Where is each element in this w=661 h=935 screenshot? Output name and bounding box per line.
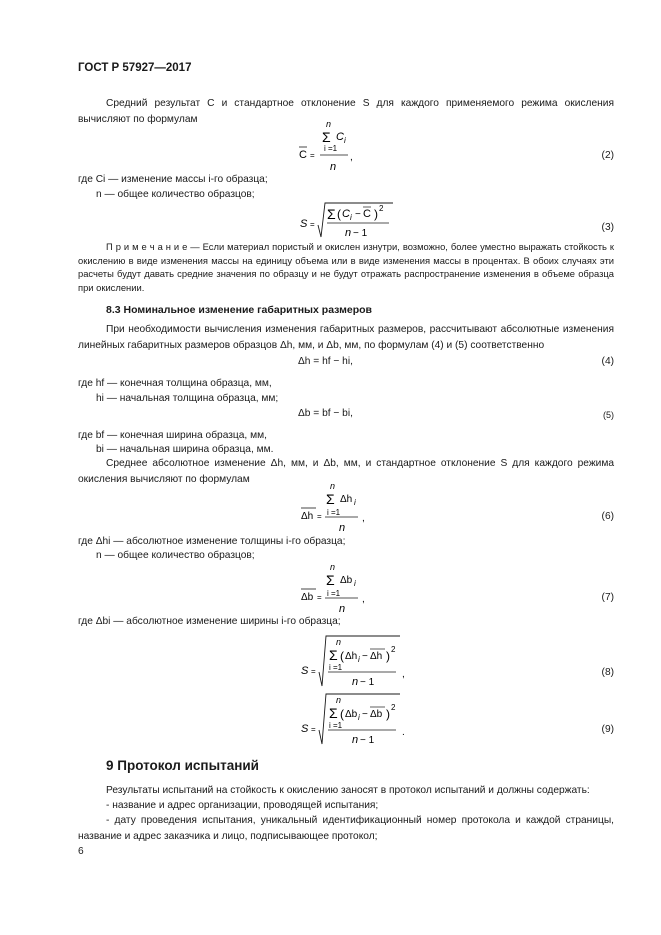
- svg-text:i: i: [354, 579, 356, 588]
- svg-text:n: n: [339, 603, 346, 615]
- svg-text:C: C: [363, 208, 371, 220]
- svg-text:n: n: [330, 161, 337, 173]
- svg-text:−: −: [355, 209, 361, 220]
- svg-text:n: n: [330, 481, 336, 491]
- svg-text:n: n: [326, 119, 332, 129]
- svg-text:=: =: [317, 593, 322, 602]
- section-9-heading: 9 Протокол испытаний: [106, 758, 259, 773]
- equation-number-4: (4): [601, 356, 614, 367]
- formula-2: [296, 118, 376, 177]
- definition-delta-bi: где Δbi — абсолютное изменение ширины i-го образца;: [78, 616, 341, 627]
- svg-text:Δh: Δh: [345, 651, 358, 662]
- svg-text:(: (: [340, 649, 344, 663]
- svg-text:− 1: − 1: [360, 677, 375, 688]
- paragraph-mean-absolute-change: Среднее абсолютное изменение Δh, мм, и Δb, мм, и стандартное отклонение S для каждого режима окисления вычисляют по формулам: [78, 458, 614, 485]
- svg-text:n: n: [352, 676, 359, 688]
- svg-text:Δh: Δh: [370, 651, 383, 662]
- svg-text:i: i: [344, 136, 346, 145]
- formula-3: [297, 199, 397, 244]
- svg-text:Δh: Δh: [340, 494, 353, 505]
- document-header: ГОСТ Р 57927—2017: [78, 62, 192, 74]
- definition-n-2: n — общее количество образцов;: [96, 550, 255, 561]
- page-number: 6: [78, 846, 84, 857]
- definition-bi: bi — начальная ширина образца, мм.: [96, 444, 274, 455]
- svg-text:− 1: − 1: [360, 735, 375, 746]
- svg-text:−: −: [362, 651, 368, 662]
- svg-text:n: n: [336, 695, 342, 705]
- svg-text:2: 2: [379, 204, 384, 213]
- svg-text:=: =: [310, 220, 315, 229]
- svg-text:(: (: [340, 707, 344, 721]
- svg-text:C: C: [342, 208, 350, 220]
- svg-text:n: n: [339, 522, 346, 534]
- equation-number-9: (9): [601, 724, 614, 735]
- note: П р и м е ч а н и е — Если материал пористый и окислен изнутри, возможно, более уместно выражать стойкость к окислению в виде изменения массы на единицу объема или в виде изменения массы в процентах. В обоих случаях эти расчеты будут давать средние значения по образцу и не будут отражать распространение изменения в объеме образца при окислении.: [78, 241, 614, 293]
- svg-text:(: (: [337, 207, 341, 221]
- svg-text:2: 2: [391, 645, 396, 654]
- formula-7: [298, 561, 378, 618]
- svg-text:Δb: Δb: [340, 575, 353, 586]
- svg-text:i =1: i =1: [324, 144, 338, 153]
- svg-text:S: S: [301, 723, 309, 735]
- equation-number-8: (8): [601, 667, 614, 678]
- definition-hi: hi — начальная толщина образца, мм;: [96, 393, 279, 404]
- paragraph-protocol: Результаты испытаний на стойкость к окислению заносят в протокол испытаний и должны содержать:: [106, 785, 590, 796]
- formula-8: [298, 632, 410, 693]
- formula-5: Δb = bf − bi,: [298, 408, 353, 419]
- definition-bf: где bf — конечная ширина образца, мм,: [78, 430, 267, 441]
- svg-text:C: C: [336, 131, 344, 143]
- svg-text:i =1: i =1: [329, 663, 343, 672]
- equation-number-5: (5): [603, 410, 614, 420]
- paragraph-mean-result: Средний результат C и стандартное отклонение S для каждого применяемого режима окисления вычисляют по формулам: [78, 98, 614, 125]
- equation-number-3: (3): [601, 222, 614, 233]
- svg-text:): ): [386, 707, 390, 721]
- list-item-organization: - название и адрес организации, проводящей испытания;: [106, 800, 379, 811]
- definition-delta-hi: где Δhi — абсолютное изменение толщины i-го образца;: [78, 536, 346, 547]
- svg-text:,: ,: [362, 594, 365, 605]
- svg-text:Σ: Σ: [326, 572, 335, 588]
- svg-text:,: ,: [350, 152, 353, 163]
- svg-text:i =1: i =1: [327, 508, 341, 517]
- svg-text:Σ: Σ: [322, 129, 331, 145]
- svg-text:Σ: Σ: [326, 491, 335, 507]
- definition-n: n — общее количество образцов;: [96, 189, 255, 200]
- svg-text:): ): [386, 649, 390, 663]
- svg-text:=: =: [317, 512, 322, 521]
- svg-text:,: ,: [402, 669, 405, 680]
- svg-text:,: ,: [362, 513, 365, 524]
- svg-text:n: n: [352, 734, 359, 746]
- svg-text:i: i: [354, 498, 356, 507]
- svg-text:=: =: [311, 667, 316, 676]
- svg-text:i: i: [358, 655, 360, 664]
- svg-text:): ): [374, 207, 378, 221]
- equation-number-6: (6): [601, 511, 614, 522]
- svg-text:i: i: [358, 713, 360, 722]
- svg-text:=: =: [311, 725, 316, 734]
- svg-text:i =1: i =1: [329, 721, 343, 730]
- svg-text:n: n: [336, 637, 342, 647]
- list-item-date: - дату проведения испытания, уникальный идентификационный номер протокола и каждой страницы, название и адрес заказчика и лицо, подписывающее протокол;: [78, 815, 614, 842]
- paragraph-dimension-change: При необходимости вычисления изменения габаритных размеров, рассчитывают абсолютные изменения линейных габаритных размеров образцов Δh, мм, и Δb, мм, по формулам (4) и (5) соответственно: [78, 324, 614, 351]
- svg-text:n: n: [345, 227, 352, 239]
- svg-text:Σ: Σ: [327, 206, 336, 222]
- section-8-3-heading: 8.3 Номинальное изменение габаритных размеров: [106, 304, 373, 316]
- svg-text:=: =: [310, 151, 315, 160]
- formula-4: Δh = hf − hi,: [298, 356, 353, 367]
- formula-9: [298, 690, 410, 751]
- equation-number-7: (7): [601, 592, 614, 603]
- svg-text:Σ: Σ: [329, 705, 338, 721]
- formula-6: [298, 480, 378, 537]
- equation-number-2: (2): [601, 150, 614, 161]
- svg-text:Δb: Δb: [345, 709, 358, 720]
- svg-text:2: 2: [391, 703, 396, 712]
- svg-text:Δb: Δb: [301, 592, 314, 603]
- definition-hf: где hf — конечная толщина образца, мм,: [78, 378, 272, 389]
- svg-text:Δh: Δh: [301, 511, 314, 522]
- svg-text:−: −: [362, 709, 368, 720]
- svg-text:Δb: Δb: [370, 709, 383, 720]
- svg-text:S: S: [300, 218, 308, 230]
- definition-ci: где Ci — изменение массы i-го образца;: [78, 174, 268, 185]
- svg-text:i: i: [350, 213, 352, 222]
- svg-text:Σ: Σ: [329, 647, 338, 663]
- svg-text:.: .: [402, 727, 405, 738]
- svg-text:S: S: [301, 665, 309, 677]
- svg-text:− 1: − 1: [353, 228, 368, 239]
- svg-text:i =1: i =1: [327, 589, 341, 598]
- svg-text:C: C: [299, 149, 307, 161]
- svg-text:n: n: [330, 562, 336, 572]
